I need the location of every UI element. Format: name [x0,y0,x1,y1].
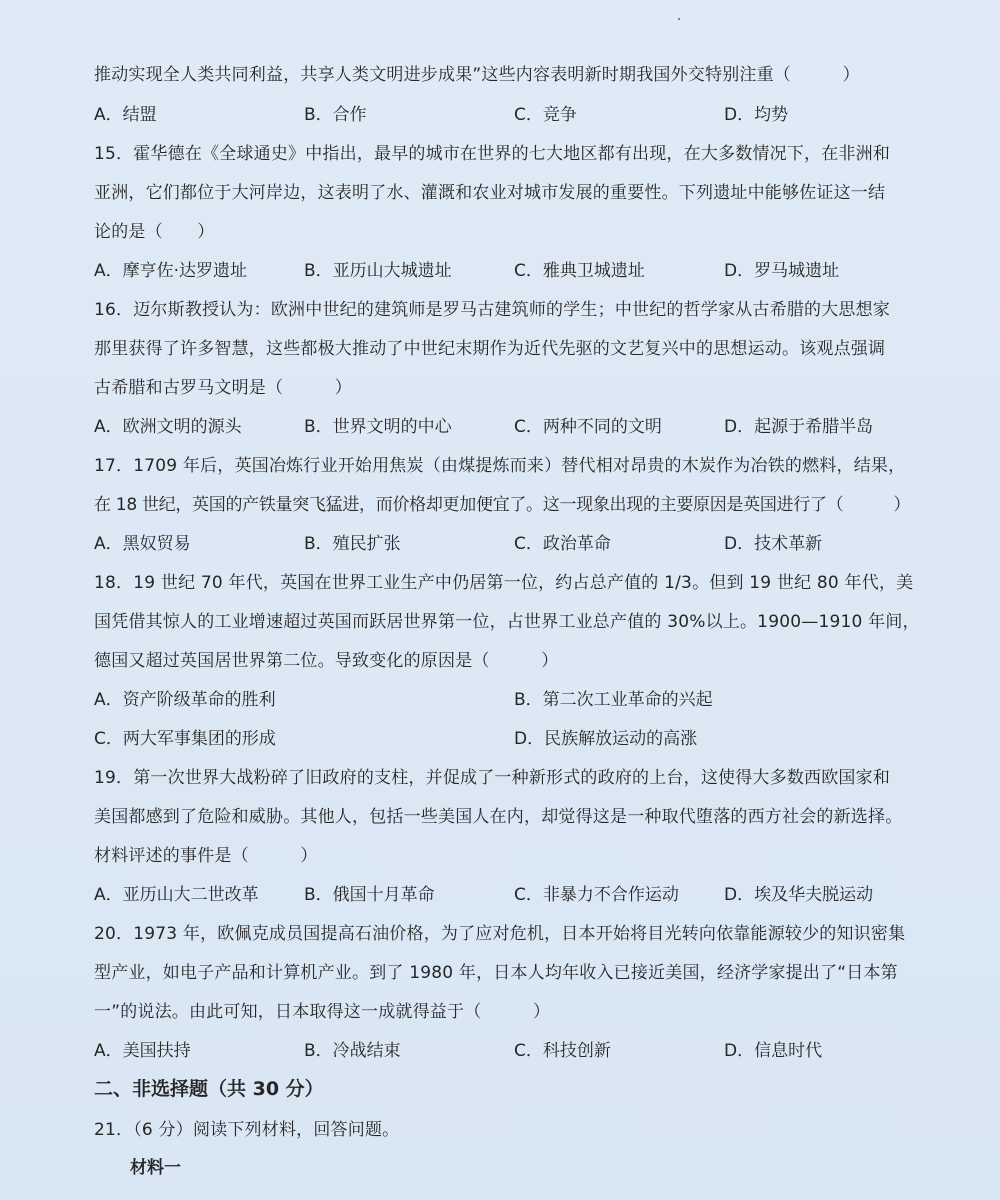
q19-option-b: B．俄国十月革命 [304,885,435,905]
q14-option-b: B．合作 [304,105,367,125]
q19-option-a: A．亚历山大二世改革 [94,885,259,905]
section-title: 二、非选择题（共 30 分） [94,1078,324,1100]
q21-stem: 21．（6 分）阅读下列材料，回答问题。 [94,1120,400,1140]
q14-option-a: A．结盟 [94,105,157,125]
q15-option-d: D．罗马城遗址 [724,261,840,281]
q19-option-d: D．埃及华夫脱运动 [724,885,874,905]
q14-option-d: D．均势 [724,105,789,125]
q14-stem-end: 推动实现全人类共同利益，共享人类文明进步成果”这些内容表明新时期我国外交特别注重（ ） [94,65,860,85]
q16-stem-line-3: 古希腊和古罗马文明是（ ） [94,378,352,398]
q15-option-b: B．亚历山大城遗址 [304,261,452,281]
q19-stem-line-2: 美国都感到了危险和威胁。其他人，包括一些美国人在内，却觉得这是一种取代堕落的西方社会的新选择。 [94,807,903,827]
q18-stem-line-1: 18．19 世纪 70 年代，英国在世界工业生产中仍居第一位，约占总产值的 1/3。但到 19 世纪 80 年代，美 [94,573,914,593]
q18-option-b: B．第二次工业革命的兴起 [514,690,713,710]
q16-stem-line-1: 16．迈尔斯教授认为：欧洲中世纪的建筑师是罗马古建筑师的学生；中世纪的哲学家从古希腊的大思想家 [94,300,891,320]
q16-option-a: A．欧洲文明的源头 [94,417,242,437]
q15-stem-line-1: 15．霍华德在《全球通史》中指出，最早的城市在世界的七大地区都有出现，在大多数情况下，在非洲和 [94,144,891,164]
q20-stem-line-1: 20．1973 年，欧佩克成员国提高石油价格，为了应对危机，日本开始将目光转向依靠能源较少的知识密集 [94,924,906,944]
q19-option-c: C．非暴力不合作运动 [514,885,679,905]
q20-stem-line-3: 一”的说法。由此可知，日本取得这一成就得益于（ ） [94,1002,551,1022]
q20-option-d: D．信息时代 [724,1041,823,1061]
q18-option-d: D．民族解放运动的高涨 [514,729,698,749]
q16-stem-line-2: 那里获得了许多智慧，这些都极大推动了中世纪末期作为近代先驱的文艺复兴中的思想运动。该观点强调 [94,339,886,359]
q18-stem-line-2: 国凭借其惊人的工业增速超过英国而跃居世界第一位，占世界工业总产值的 30%以上。1900—1910 年间， [94,612,920,632]
q15-stem-line-3: 论的是（ ） [94,222,215,242]
q20-option-b: B．冷战结束 [304,1041,401,1061]
q17-option-c: C．政治革命 [514,534,611,554]
material-label: 材料一 [130,1158,181,1178]
q19-stem-line-1: 19．第一次世界大战粉碎了旧政府的支柱，并促成了一种新形式的政府的上台，这使得大多数西欧国家和 [94,768,891,788]
q17-option-a: A．黑奴贸易 [94,534,191,554]
scan-speck [678,18,680,20]
q15-option-a: A．摩亨佐·达罗遗址 [94,261,248,281]
q17-stem-line-2: 在 18 世纪，英国的产铁量突飞猛进，而价格却更加便宜了。这一现象出现的主要原因是英国进行了（ ） [94,495,911,515]
q15-stem-line-2: 亚洲，它们都位于大河岸边，这表明了水、灌溉和农业对城市发展的重要性。下列遗址中能够佐证这一结 [94,183,886,203]
q20-option-c: C．科技创新 [514,1041,611,1061]
q16-option-c: C．两种不同的文明 [514,417,662,437]
q17-option-b: B．殖民扩张 [304,534,401,554]
q16-option-b: B．世界文明的中心 [304,417,452,437]
q18-option-c: C．两大军事集团的形成 [94,729,276,749]
q17-option-d: D．技术革新 [724,534,823,554]
q20-option-a: A．美国扶持 [94,1041,191,1061]
q17-stem-line-1: 17．1709 年后，英国冶炼行业开始用焦炭（由煤提炼而来）替代相对昂贵的木炭作为冶铁的燃料，结果， [94,456,906,476]
q20-stem-line-2: 型产业，如电子产品和计算机产业。到了 1980 年，日本人均年收入已接近美国，经济学家提出了“日本第 [94,963,898,983]
q16-option-d: D．起源于希腊半岛 [724,417,874,437]
q14-option-c: C．竞争 [514,105,577,125]
q18-option-a: A．资产阶级革命的胜利 [94,690,276,710]
q15-option-c: C．雅典卫城遗址 [514,261,645,281]
q19-stem-line-3: 材料评述的事件是（ ） [94,846,318,866]
q18-stem-line-3: 德国又超过英国居世界第二位。导致变化的原因是（ ） [94,651,559,671]
